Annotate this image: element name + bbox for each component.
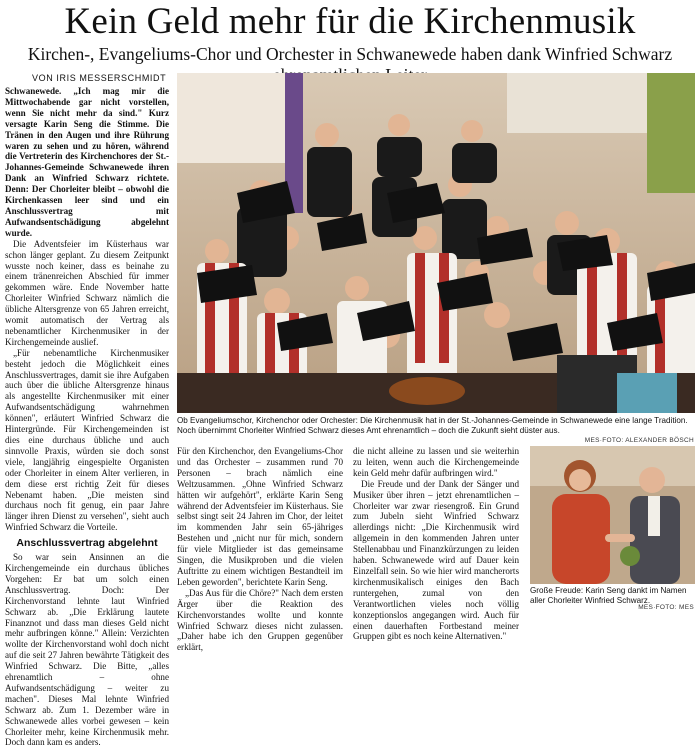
choir-photo-credit: MES·FOTO: ALEXANDER BÖSCH [584,437,694,444]
thanks-photo-credit: MES·FOTO: MES [638,604,694,611]
thanks-photo-image [530,446,695,584]
crosshead: Anschlussvertrag abgelehnt [16,537,158,550]
subheadline: Kirchen-, Evangeliums-Chor und Orchester in Schwanewede haben dank Winfried Schwarz [27,44,673,64]
choir-photo-image [177,73,695,413]
choir-photo-caption: Ob Evangeliumschor, Kirchenchor oder Orchester: Die Kirchenmusik hat in der St.-Johannes-Gemeinde in Schwanewede eine lange Tradition. Noch übernimmt Chorleiter Winfried Schwarz dieses Amt ehrenamtlich – doch die Zukunft sieht düster aus. [177,416,688,435]
article-column-2 [177,446,343,653]
body-paragraph: Für den Kirchenchor, den Evangeliums-Chor und das Orchester – zusammen rund 70 Personen – brach nämlich eine Weltzusammen. „Ohne Winfried Schwarz hätten wir aufgehört", erklärte Karin Seng während der Adventsfeier im Küsterhaus. Sie selbst singt seit 24 Jahren im Chor, der leitet im kommenden Jahr sein 65-jähriges Bestehen und „nicht nur für mich, sondern für viele Mitglieder ist das gemeinsame Singen, die Musikproben und die vielen Auftritte zu einem wichtigen Bestandteil im Leben geworden", berichtete Karin Seng. [177,446,343,587]
body-paragraph: Die Adventsfeier im Küsterhaus war schon länger geplant. Zu diesem Zeitpunkt wusste noch keiner, dass es beinahe zu einem tränenreichen Abschied für immer gekommen wäre. Ende November hatte Chorleiter Winfried Schwarz nämlich die übliche Altersgrenze von 65 Jahren erreicht, womit automatisch der Vertrag als nebenamtlicher Kirchenmusiker in der Kirchengemeinde auslief. [5,238,169,347]
body-paragraph: So war sein Ansinnen an die Kirchengemeinde ein durchaus übliches Vorgehen: Er bat um solch einen Anschlussvertrag. Doch: Der Kirchenvorstand lehnte laut Winfried Schwarz ab. „Die Erklärung lautete Finanznot und dass man dieses Geld nicht mehr aufbringen könne." Allein: Verzichten wollte der Kirchenvorstand wohl doch nicht auf die seit 27 Jahren bewährte Tätigkeit des Winfried Schwarz. Die Bitte, „alles ehrenamtlich – ohne Aufwandsentschädigung – weiter zu machen". Dieses Mal lehnte Winfried Schwarz ab. Zum 1. Dezember wäre in Schwanewede alles vorbei gewesen – kein Chorleiter mehr, keine Kirchenmusik mehr. Doch dann kam es anders. [5,552,169,748]
body-paragraph: die nicht alleine zu lassen und sie weiterhin zu leiten, wenn auch die Kirchengemeinde kein Geld mehr dafür aufbringen wird." [353,446,519,478]
headline: Kein Geld mehr für die Kirchenmusik [64,1,636,42]
thanks-photo [530,446,695,584]
body-paragraph: Die Freude und der Dank der Sänger und Musiker über ihren – jetzt ehrenamtlichen – Chorleiter war zwar riesengroß. Ein Grund zum Jubeln sieht Winfried Schwarz allerdings nicht: „Die Kirchenmusik wird allgemein in den kommenden Jahren unter Stellenabbau und Finanzkürzungen zu leiden haben. Schwanewede wird auf Dauer kein Einzelfall sein. So wie hier wird mancherorts kirchenmusikalisch einiges den Bach runtergehen, zumal von den Verantwortlichen vieles noch völlig konzeptionslos angegangen wird. Auch für einen dauerhaften Fortbestand meiner Gruppen gibt es noch keine Alternativen." [353,478,519,642]
lead-paragraph: Schwanewede. „Ich mag mir die Mittwochabende gar nicht vorstellen, wenn Sie nicht mehr da sind." Kurz versagte Karin Seng die Stimme. Die Tränen in den Augen und ihre Rührung waren zu sehen und zu hören, während die Vertreterin des Kirchenchores der St.-Johannes-Gemeinde Schwanewede ihren Dank an Winfried Schwarz richtete. Denn: Der Chorleiter bleibt – obwohl die Kirchenkassen leer sind und ein Anschlussvertrag mit Aufwandsentschädigung abgelehnt wurde. [5,86,169,238]
thanks-photo-caption: Große Freude: Karin Seng dankt im Namen aller Chorleiter Winfried Schwarz. [530,586,687,605]
article-column-1 [5,86,169,748]
body-paragraph: „Das Aus für die Chöre?" Nach dem ersten Ärger über die Reaktion des Kirchenvorstandes wollte und konnte Winfried Schwarz dieses nicht zulassen. „Daher habe ich den Gruppen gegenüber erklärt, [177,587,343,653]
byline: VON IRIS MESSERSCHMIDT [32,73,167,83]
body-paragraph: „Für nebenamtliche Kirchenmusiker besteht jedoch die Möglichkeit eines Anschlussvertrages, damit sie ihre Aufgaben auch über die übliche Altersgrenze hinaus als angestellte Kirchenmusiker mit einer Aufwandsentschädigung wahrnehmen können", erläutert Winfried Schwarz die Hintergründe. Für Kirchengemeinden ist dies eine durchaus übliche und auch sinnvolle Praxis, würden sie doch sonst viele, langjährig eingespielte Organisten oder Chorleiter in einem Alter verlieren, in dem diese erst richtig Zeit für dieses Nebenamt haben. „Die meisten sind durchaus noch fit genug, ein paar Jahre länger ihren Dienst zu versehen", sieht auch Winfried Schwarz die Vorteile. [5,347,169,533]
choir-photo [177,73,695,413]
article-column-3 [353,446,519,642]
